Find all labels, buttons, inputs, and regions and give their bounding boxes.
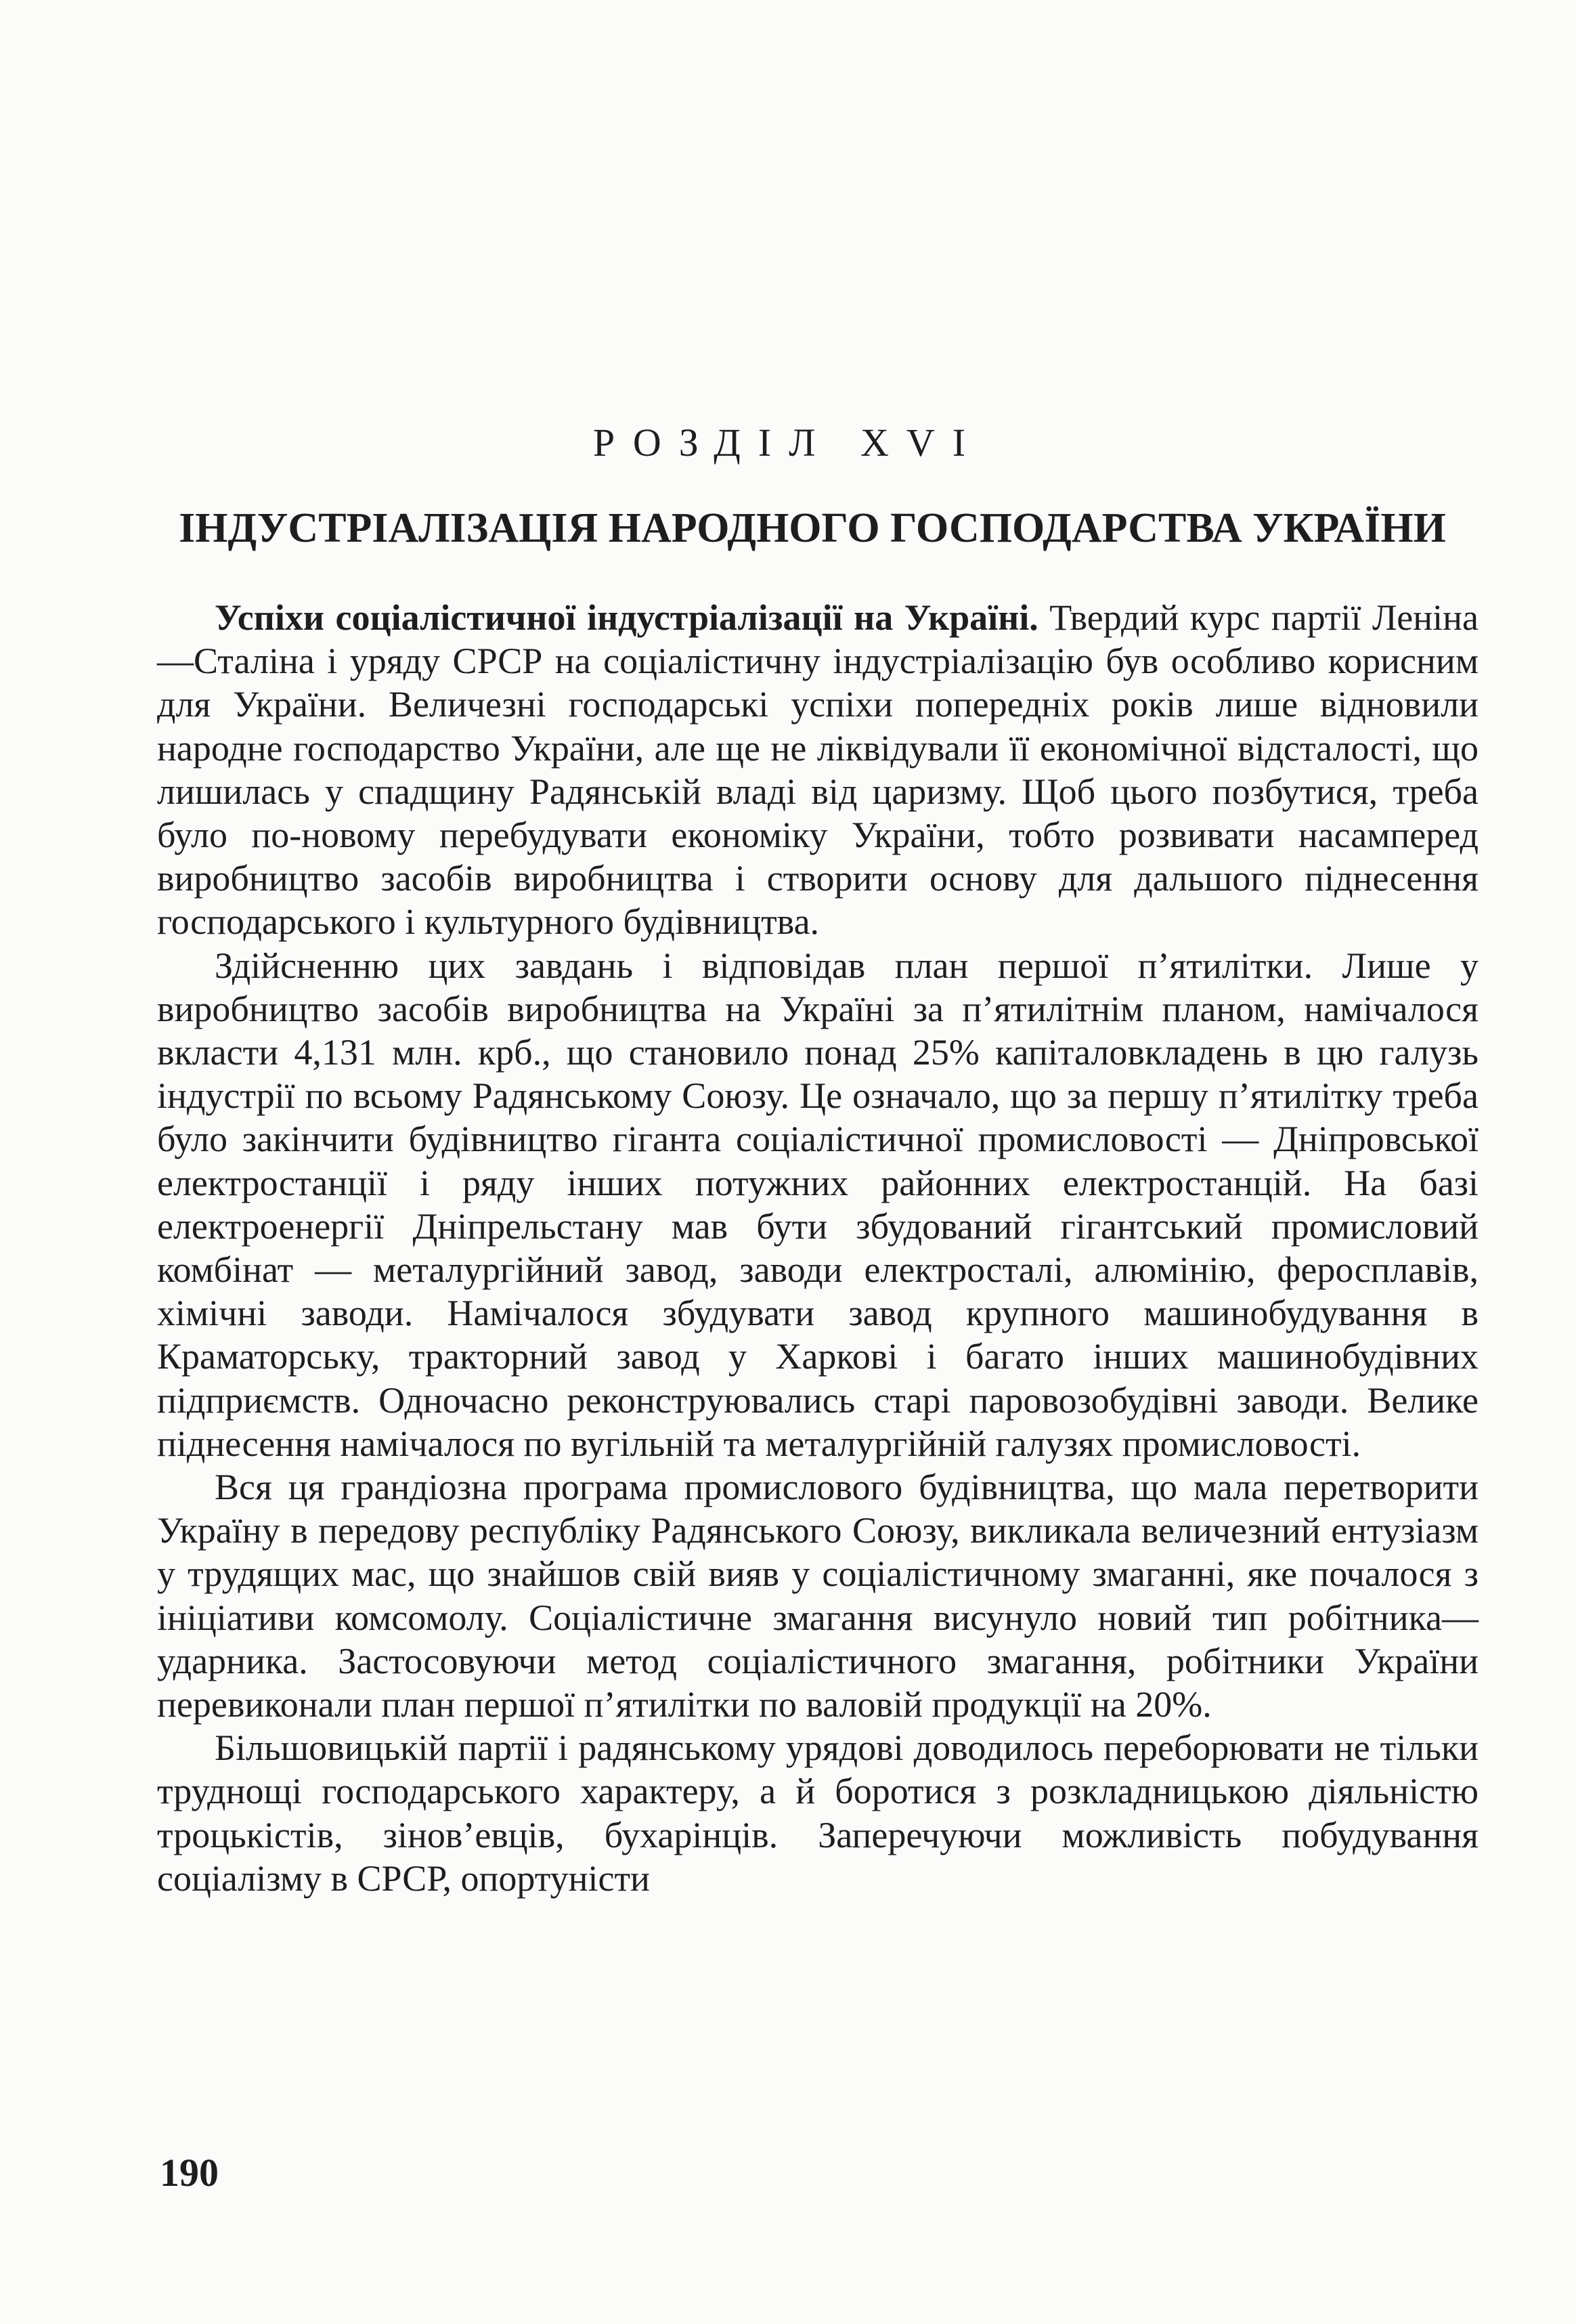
section-heading: Успіхи соціалістичної індустріалізації на Україні. bbox=[215, 597, 1038, 638]
chapter-title: ІНДУСТРІАЛІЗАЦІЯ НАРОДНОГО ГОСПОДАРСТВА УКРАЇНИ bbox=[179, 505, 1446, 551]
paragraph-4: Більшовицькій партії і радянському урядові доводилось переборювати не тільки труднощі господарського характеру, а й боротися з розкладницькою діяльністю троцькістів, зінов’евців, бухарінців. Заперечуючи можливість побудування соціалізму в СРСР, опортуністи bbox=[157, 1727, 1479, 1899]
paragraph-2: Здійсненню цих завдань і відповідав план першої п’ятилітки. Лише у виробництво засобів виробництва на Україні за п’ятилітнім планом, намічалося вкласти 4,131 млн. крб., що становило понад 25% капіталовкладень в цю галузь індустрії по всьому Радянському Союзу. Це означало, що за першу п’ятилітку треба було закінчити будівництво гіганта соціалістичної промисловості — Дніпровської електростанції і ряду інших потужних районних електростанцій. На базі електроенергії Дніпрельстану мав бути збудований гігантський промисловий комбінат — металургійний завод, заводи електросталі, алюмінію, феросплавів, хімічні заводи. Намічалося збудувати завод крупного машинобудування в Краматорську, тракторний завод у Харкові і багато інших машинобудівних підприємств. Одночасно реконструювались старі паровозобудівні заводи. Велике піднесення намічалося по вугільній та металургійній галузях промисловості. bbox=[157, 945, 1479, 1464]
chapter-label: РОЗДІЛ XVI bbox=[592, 421, 984, 465]
paragraph-1-text: Твердий курс партії Леніна—Сталіна і уряду СРСР на соціалістичну індустріалізацію був особливо корисним для України. Величезні господарські успіхи попередніх років лише відновили народне господарство України, але ще не ліквідували її економічної відсталості, що лишилась у спадщину Радянській владі від царизму. Щоб цього позбутися, треба було по-новому перебудувати економіку України, тобто розвивати насамперед виробництво засобів виробництва і створити основу для дальшого піднесення господарського і культурного будівництва. bbox=[157, 597, 1479, 943]
paragraph-1 bbox=[157, 596, 1479, 944]
page-number: 190 bbox=[160, 2151, 219, 2195]
body-text bbox=[157, 596, 1479, 1900]
paragraph-3: Вся ця грандіозна програма промислового будівництва, що мала перетворити Україну в передову республіку Радянського Союзу, викликала величезний ентузіазм у трудящих мас, що знайшов свій вияв у соціалістичному змаганні, яке почалося з ініціативи комсомолу. Соціалістичне змагання висунуло новий тип робітника—ударника. Застосовуючи метод соціалістичного змагання, робітники України перевиконали план першої п’ятилітки по валовій продукції на 20%. bbox=[157, 1467, 1479, 1725]
